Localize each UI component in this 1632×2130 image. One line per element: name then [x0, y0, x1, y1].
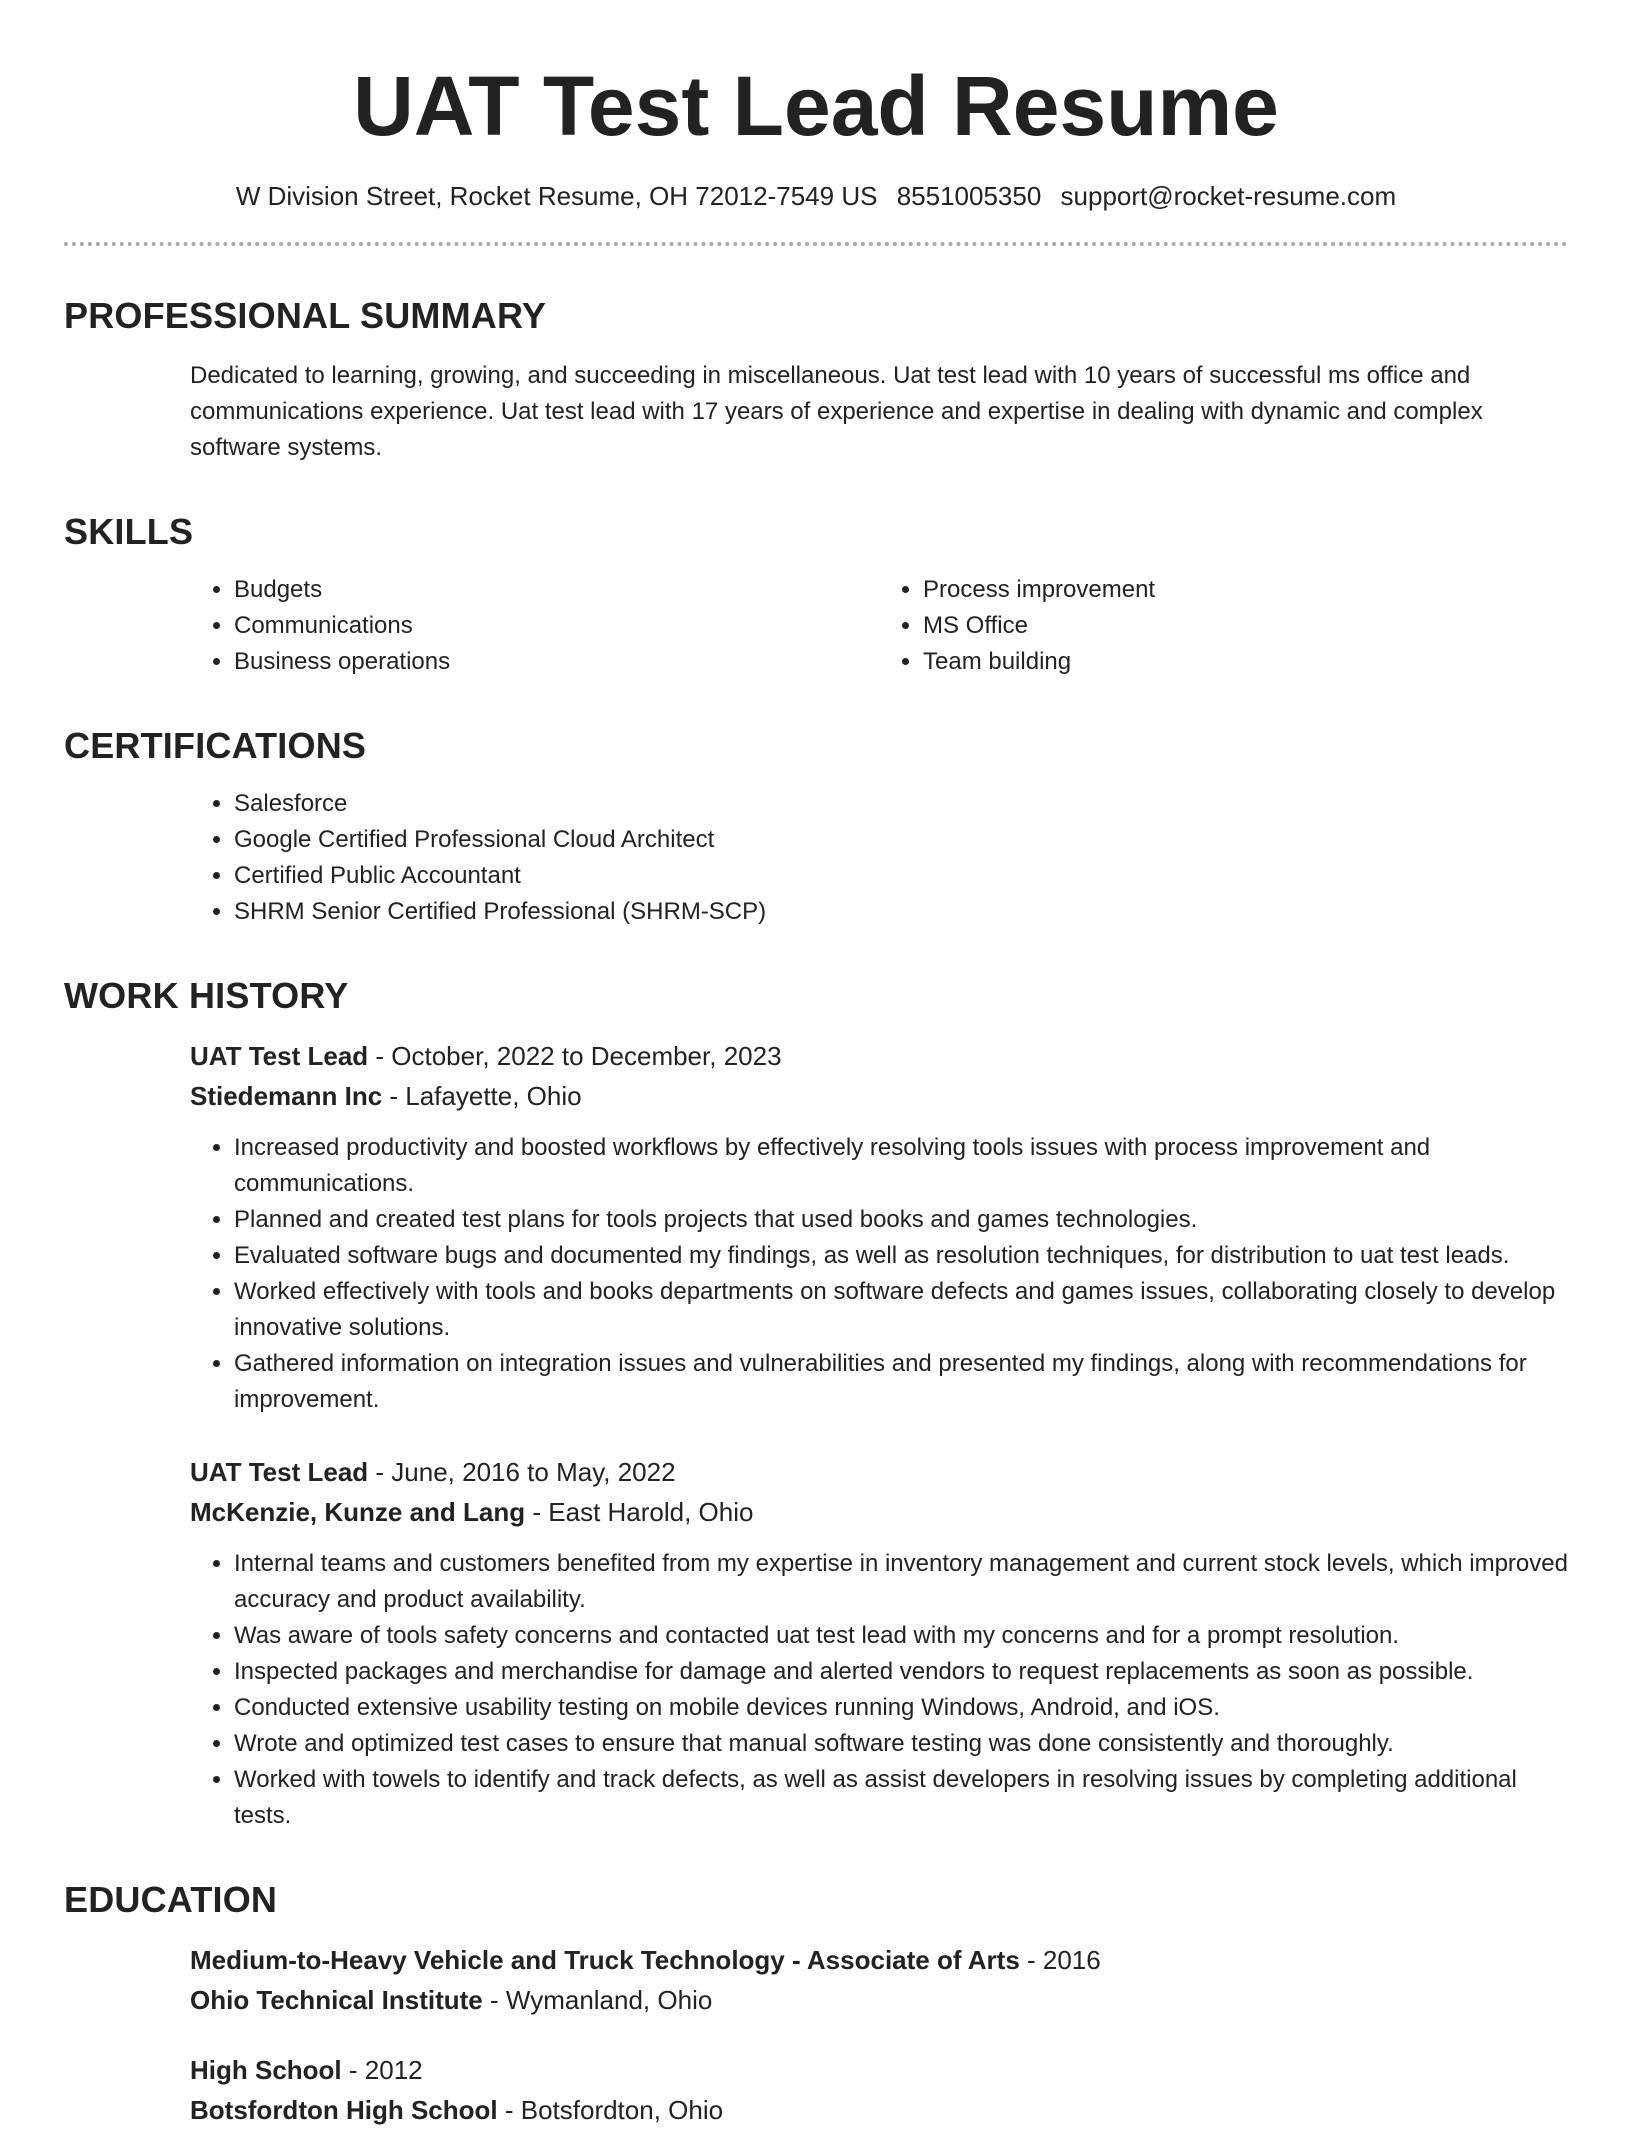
- education-entry: [190, 1940, 1568, 2020]
- job-title: UAT Test Lead: [190, 1457, 369, 1487]
- skill-item: • Communications: [234, 608, 879, 644]
- education-section: [64, 1878, 1568, 2130]
- education-degree-line: [190, 1940, 1568, 1980]
- job-bullets: [190, 1546, 1568, 1834]
- contact-line: [64, 178, 1568, 214]
- work-history-section: [64, 974, 1568, 1834]
- education-school: Ohio Technical Institute: [190, 1985, 483, 2015]
- job-title-line: [190, 1452, 1568, 1492]
- skills-section: [64, 510, 1568, 680]
- certifications-section: [64, 724, 1568, 930]
- summary-section: [64, 294, 1568, 466]
- job-bullets: [190, 1130, 1568, 1418]
- job-entry: [190, 1036, 1568, 1418]
- skills-columns: [190, 554, 1568, 680]
- education-school-line: [190, 2090, 1568, 2130]
- education-school-line: [190, 1980, 1568, 2020]
- certification-item: • Certified Public Accountant: [234, 858, 1568, 894]
- contact-address: W Division Street, Rocket Resume, OH 72012-7549 US: [235, 181, 878, 211]
- job-bullet: • Wrote and optimized test cases to ensure that manual software testing was done consistently and thoroughly.: [234, 1726, 1568, 1762]
- job-dates: - October, 2022 to December, 2023: [368, 1041, 782, 1071]
- skills-list-left: [190, 572, 879, 680]
- job-title: UAT Test Lead: [190, 1041, 369, 1071]
- job-company-line: [190, 1076, 1568, 1116]
- certification-item: • SHRM Senior Certified Professional (SHRM-SCP): [234, 894, 1568, 930]
- skill-item: • Process improvement: [923, 572, 1568, 608]
- job-bullet: • Worked effectively with tools and books departments on software defects and games issues, collaborating closely to develop innovative solutions.: [234, 1274, 1568, 1346]
- header-divider: [64, 242, 1568, 246]
- job-dates: - June, 2016 to May, 2022: [368, 1457, 676, 1487]
- certification-item: • Google Certified Professional Cloud Architect: [234, 822, 1568, 858]
- skill-item: • Business operations: [234, 644, 879, 680]
- education-degree: Medium-to-Heavy Vehicle and Truck Technology - Associate of Arts: [190, 1945, 1020, 1975]
- job-bullet: • Inspected packages and merchandise for damage and alerted vendors to request replacements as soon as possible.: [234, 1654, 1568, 1690]
- certifications-heading: CERTIFICATIONS: [64, 725, 367, 766]
- job-bullet: • Evaluated software bugs and documented my findings, as well as resolution techniques, for distribution to uat test leads.: [234, 1238, 1568, 1274]
- skill-item: • Team building: [923, 644, 1568, 680]
- job-entry: [190, 1452, 1568, 1834]
- job-company: McKenzie, Kunze and Lang: [190, 1497, 526, 1527]
- contact-phone: 8551005350: [896, 181, 1042, 211]
- job-location: - East Harold, Ohio: [525, 1497, 754, 1527]
- summary-heading: PROFESSIONAL SUMMARY: [64, 295, 547, 336]
- education-year: - 2016: [1019, 1945, 1101, 1975]
- education-degree: High School: [190, 2055, 342, 2085]
- job-bullet: • Conducted extensive usability testing on mobile devices running Windows, Android, and iOS.: [234, 1690, 1568, 1726]
- education-location: - Botsfordton, Ohio: [497, 2095, 724, 2125]
- work-history-heading: WORK HISTORY: [64, 975, 349, 1016]
- job-bullet: • Was aware of tools safety concerns and contacted uat test lead with my concerns and for a prompt resolution.: [234, 1618, 1568, 1654]
- job-bullet: • Planned and created test plans for tools projects that used books and games technologies.: [234, 1202, 1568, 1238]
- education-degree-line: [190, 2050, 1568, 2090]
- education-location: - Wymanland, Ohio: [482, 1985, 713, 2015]
- certification-item: • Salesforce: [234, 786, 1568, 822]
- education-school: Botsfordton High School: [190, 2095, 498, 2125]
- certifications-list: [190, 786, 1568, 930]
- skill-item: • MS Office: [923, 608, 1568, 644]
- job-bullet: • Internal teams and customers benefited from my expertise in inventory management and current stock levels, which improved accuracy and product availability.: [234, 1546, 1568, 1618]
- education-heading: EDUCATION: [64, 1879, 278, 1920]
- skill-item: • Budgets: [234, 572, 879, 608]
- education-entry: [190, 2050, 1568, 2130]
- education-year: - 2012: [341, 2055, 423, 2085]
- skills-list-right: [879, 572, 1568, 680]
- job-company-line: [190, 1492, 1568, 1532]
- resume-title: UAT Test Lead Resume: [353, 59, 1279, 153]
- job-bullet: • Worked with towels to identify and track defects, as well as assist developers in resolving issues by completing additional tests.: [234, 1762, 1568, 1834]
- certifications-body: [190, 786, 1568, 930]
- job-title-line: [190, 1036, 1568, 1076]
- skills-heading: SKILLS: [64, 511, 194, 552]
- job-bullet: • Increased productivity and boosted workflows by effectively resolving tools issues with process improvement and communications.: [234, 1130, 1568, 1202]
- contact-email: support@rocket-resume.com: [1060, 181, 1397, 211]
- job-location: - Lafayette, Ohio: [382, 1081, 582, 1111]
- summary-text: Dedicated to learning, growing, and succeeding in miscellaneous. Uat test lead with 10 years of successful ms office and communications experience. Uat test lead with 17 years of experience and expertise in dealing with dynamic and complex software systems.: [190, 362, 1483, 461]
- job-bullet: • Gathered information on integration issues and vulnerabilities and presented my findings, along with recommendations for improvement.: [234, 1346, 1568, 1418]
- job-company: Stiedemann Inc: [190, 1081, 383, 1111]
